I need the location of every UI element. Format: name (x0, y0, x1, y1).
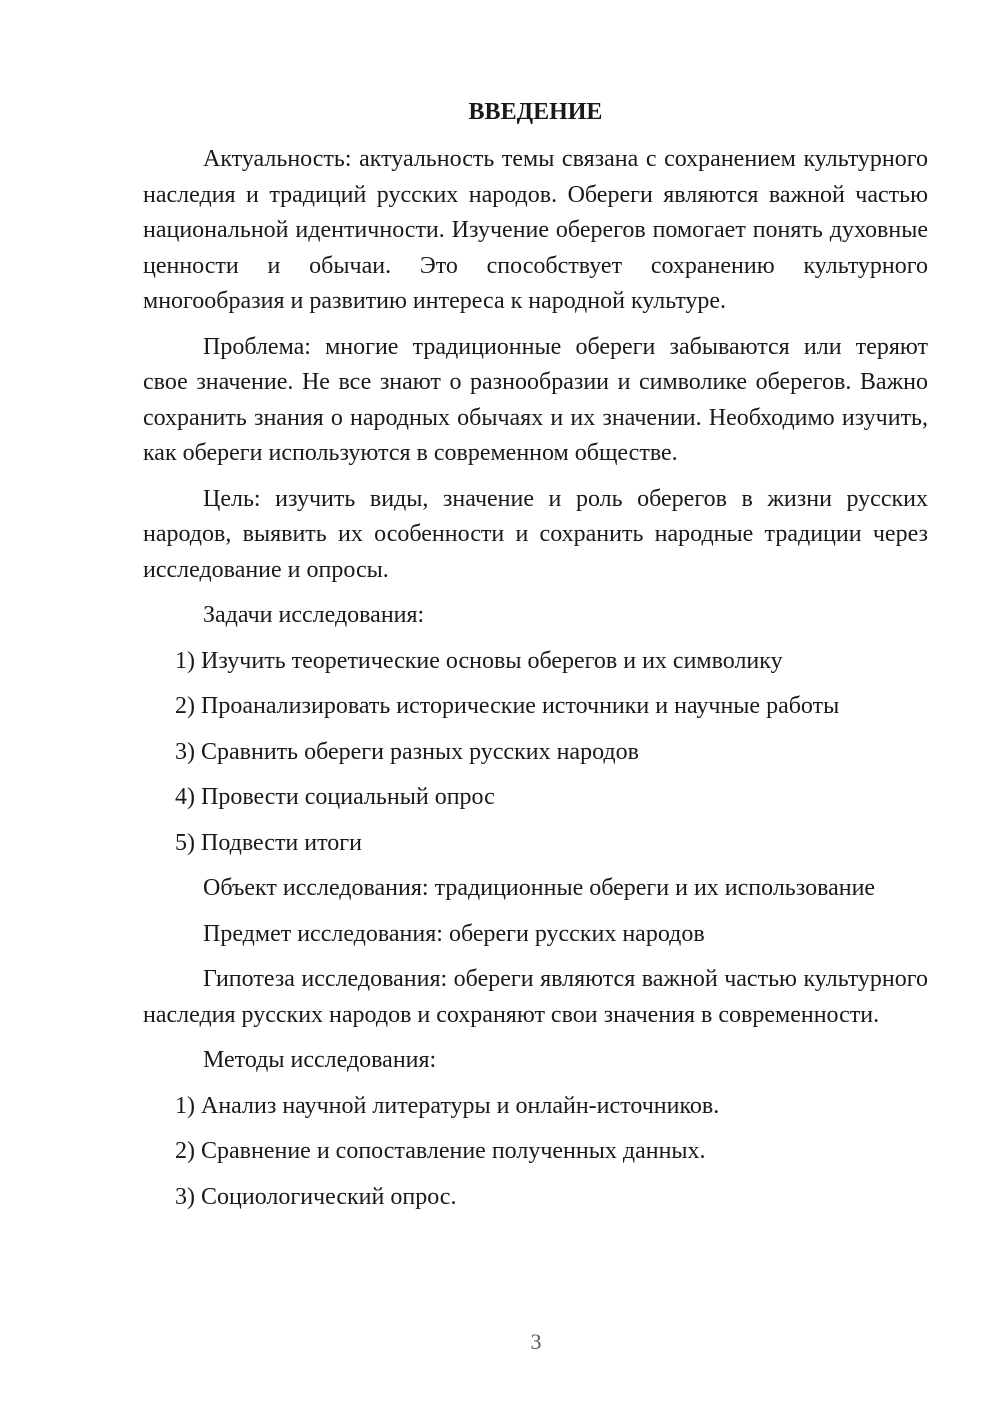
task-item: 1) Изучить теоретические основы оберегов и их символику (175, 647, 783, 674)
task-item: 3) Сравнить обереги разных русских народов (175, 738, 639, 765)
page-number: 3 (530, 1329, 542, 1354)
research-object: Объект исследования: традиционные обереги и их использование (203, 875, 876, 901)
paragraph-problem: Проблема: многие традиционные обереги забываются или теряют свое значение. Не все знают о разнообразии и символике оберегов. Важно сохранить знания о народных обычаях и их значении. Необходимо изучить, как обереги используются в современном обществе. (143, 333, 928, 466)
research-subject: Предмет исследования: обереги русских народов (203, 920, 705, 947)
paragraph-relevance: Актуальность: актуальность темы связана с сохранением культурного наследия и традиций русских народов. Обереги являются важной частью национальной идентичности. Изучение оберегов помогает понять духовные ценности и обычаи. Это способствует сохранению культурного многообразия и развитию интереса к народной культуре. (143, 146, 928, 314)
page-title: ВВЕДЕНИЕ (468, 99, 603, 125)
method-item: 2) Сравнение и сопоставление полученных данных. (175, 1138, 706, 1164)
task-item: 2) Проанализировать исторические источники и научные работы (175, 693, 840, 719)
methods-list (143, 1089, 928, 1216)
tasks-list (143, 644, 928, 862)
methods-heading: Методы исследования: (203, 1047, 437, 1073)
task-item: 4) Провести социальный опрос (175, 784, 495, 810)
task-item: 5) Подвести итоги (175, 829, 362, 856)
tasks-heading: Задачи исследования: (203, 602, 425, 628)
method-item: 3) Социологический опрос. (175, 1183, 457, 1210)
research-hypothesis: Гипотеза исследования: обереги являются важной частью культурного наследия русских народов и сохраняют свои значения в современности. (143, 966, 928, 1028)
paragraph-goal: Цель: изучить виды, значение и роль оберегов в жизни русских народов, выявить их особенности и сохранить народные традиции через исследование и опросы. (143, 485, 928, 583)
document-page (143, 94, 928, 1225)
method-item: 1) Анализ научной литературы и онлайн-источников. (175, 1092, 720, 1119)
